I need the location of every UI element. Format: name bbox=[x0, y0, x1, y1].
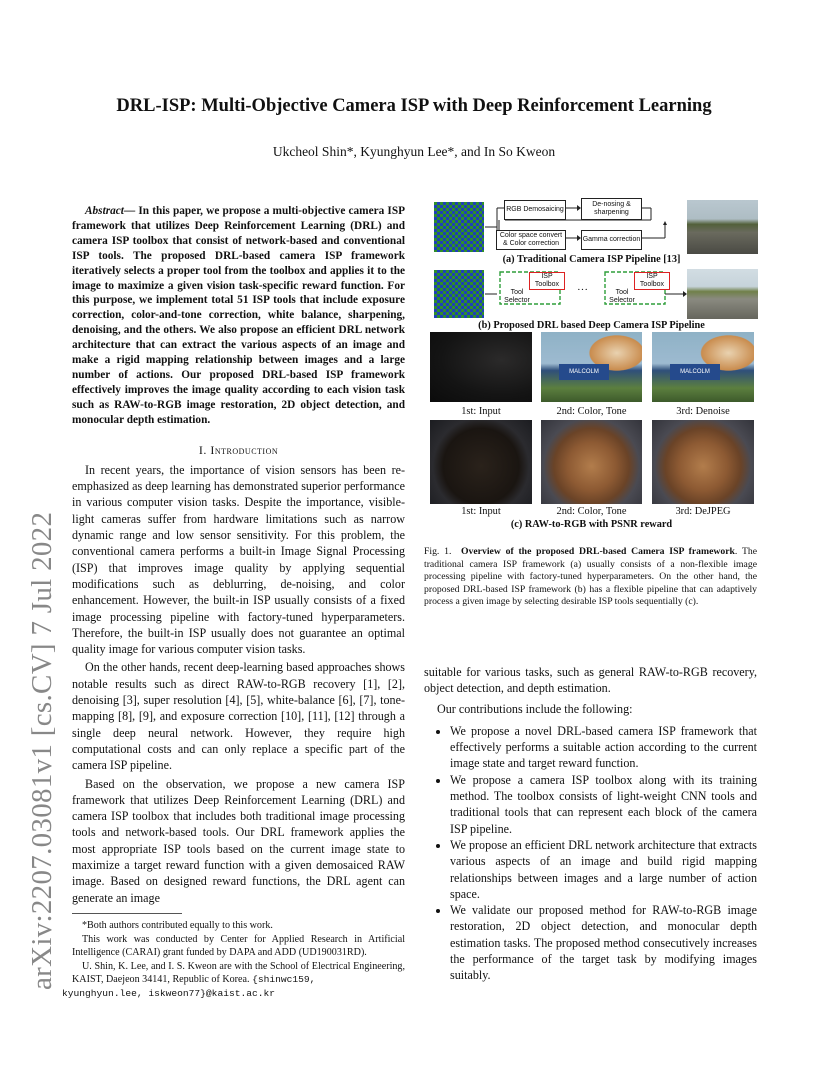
color-space-box: Color space convert & Color correction bbox=[496, 230, 566, 250]
output-image-b bbox=[687, 269, 758, 319]
right-column bbox=[424, 664, 757, 984]
section-heading-introduction bbox=[72, 442, 405, 458]
figure-1 bbox=[425, 192, 758, 532]
footnote-email-1: {shinwc159, bbox=[252, 974, 316, 986]
row2-dejpeg-image bbox=[652, 420, 754, 504]
footnote-rule bbox=[72, 913, 182, 914]
intro-paragraph-2: On the other hands, recent deep-learning based approaches shows notable results such as direct RAW-to-RGB recovery [1], [2], denoising [3], super resolution [4], [5], white-balance [6], [7], tone-mapping [8], [9], and exposure correction [10], [11], [12] through a single deep neural network. However, they require high computational costs and can only replace a specific part of the camera ISP pipeline. bbox=[72, 660, 405, 773]
contribution-item: • We propose an efficient DRL network architecture that extracts various aspects of an image and build rigid mapping relationships between images and a large number of action space. bbox=[450, 837, 757, 902]
isp-toolbox-box-1: ISP Toolbox bbox=[529, 272, 565, 290]
footnote-affiliation: U. Shin, K. Lee, and I. S. Kweon are with the School of Electrical Engineering, KAIST, Daejeon 34141, Republic of Korea. {shinwc159, kyunghyun.lee, iskweon77}@kaist.ac.kr bbox=[62, 960, 405, 999]
footnote-funding: This work was conducted by Center for Applied Research in Artificial Intelligence (CARAI) grant funded by DAPA and ADD (UD190031RD). bbox=[72, 933, 405, 959]
footnote-email-2: kyunghyun.lee, iskweon77}@kaist.ac.kr bbox=[62, 987, 276, 999]
contribution-item: • We validate our proposed method for RAW-to-RGB image restoration, 2D object detection, and monocular depth estimation tasks. The proposed method consecutively increases the performance of the target task by modifying images suitably. bbox=[450, 902, 757, 983]
caption-text: . The traditional camera ISP framework (a) usually consists of a non-flexible image processing pipeline with factory-tuned hyperparameters. On the other hand, the proposed DRL-based ISP framework (b) has a flexible pipeline that can adaptively process a given image by selecting desirable ISP tools sequentially (c). bbox=[424, 546, 758, 608]
rgb-demosaicing-box: RGB Demosaicing bbox=[504, 200, 566, 220]
intro-paragraph-3: Based on the observation, we propose a new camera ISP framework that utilizes Deep Reinforcement Learning (DRL) and camera ISP toolbox that includes both traditional image processing tools and network-based tools. Our DRL framework applies the most appropriate ISP tools based on the current image state to maximize a target reward function with a given demosaiced RAW image. Based on designed reward functions, the DRL agent can generate an image bbox=[72, 776, 405, 905]
row1-label-input: 1st: Input bbox=[461, 406, 501, 417]
section-number: I. bbox=[198, 442, 211, 457]
subcaption-a: (a) Traditional Camera ISP Pipeline [13] bbox=[502, 254, 681, 265]
row1-label-color-tone: 2nd: Color, Tone bbox=[556, 406, 627, 417]
footnotes bbox=[62, 919, 405, 1001]
pipeline-ellipsis: ··· bbox=[577, 284, 588, 296]
contribution-item: • We propose a novel DRL-based camera ISP framework that effectively performs a suitable action according to the current image state and target reward function. bbox=[450, 723, 757, 772]
footnote-equal-contribution: *Both authors contributed equally to this work. bbox=[82, 920, 273, 931]
subcaption-b: (b) Proposed DRL based Deep Camera ISP Pipeline bbox=[478, 320, 705, 331]
paper-title: DRL-ISP: Multi-Objective Camera ISP with Deep Reinforcement Learning bbox=[116, 96, 712, 116]
paper-authors: Ukcheol Shin*, Kyunghyun Lee*, and In So Kweon bbox=[272, 144, 556, 159]
row2-color-tone-image bbox=[541, 420, 642, 504]
contributions-list bbox=[424, 723, 757, 984]
subcaption-c: (c) RAW-to-RGB with PSNR reward bbox=[510, 519, 673, 530]
row2-label-input: 1st: Input bbox=[461, 506, 501, 517]
figure-1-caption bbox=[424, 546, 757, 609]
abstract-text: — In this paper, we propose a multi-objective camera ISP framework that utilizes Deep Reinforcement Learning (DRL) and camera ISP toolbox that consist of network-based and conventional ISP tools. The proposed DRL-based camera ISP framework iteratively selects a proper tool from the toolbox and applies it to the image to maximize a given vision task-specific reward function. For this purpose, we implement total 51 ISP tools that include exposure correction, color-and-tone correction, white balance, sharpening, denoising, and the others. We also propose an efficient DRL network architecture that can extract the various aspects of an image and make a rigid mapping relationship between images and a large number of actions. Our proposed DRL-based ISP framework effectively improves the image quality according to each vision task such as RAW-to-RGB image restoration, 2D object detection, and monocular depth estimation. bbox=[72, 205, 405, 426]
left-column bbox=[72, 204, 405, 906]
section-title: Introduction bbox=[210, 442, 279, 457]
right-paragraph-continuation: suitable for various tasks, such as general RAW-to-RGB recovery, object detection, and depth estimation. bbox=[424, 665, 757, 696]
abstract bbox=[72, 204, 405, 428]
arxiv-identifier: arXiv:2207.03081v1 [cs.CV] 7 Jul 2022 bbox=[26, 511, 58, 990]
row1-label-denoise: 3rd: Denoise bbox=[676, 406, 730, 417]
isp-toolbox-box-2: ISP Toolbox bbox=[634, 272, 670, 290]
tool-selector-box-1: Tool Selector bbox=[504, 289, 530, 304]
abstract-label: Abstract bbox=[85, 205, 124, 217]
intro-paragraph-1: In recent years, the importance of vision sensors has been re-emphasized as deep learning has demonstrated superior performance in various computer vision tasks. Despite the importance, visible-light cameras suffer from hardware limitations such as narrow dynamic range and low sensor sensitivity. For this problem, the conventional camera performs a built-in Image Signal Processing (ISP) that improves image quality by applying sequential modifications such as deblurring, de-noising, and color enhancement. However, the built-in ISP usually consists of a fixed image processing pipeline with factory-tuned hyperparameters. Therefore, the built-in ISP usually does not guarantee an optimal quality image for various computer vision tasks. bbox=[72, 462, 405, 657]
tool-selector-box-2: Tool Selector bbox=[609, 289, 635, 304]
row2-input-image bbox=[430, 420, 532, 504]
row1-denoise-image bbox=[652, 332, 754, 402]
caption-label: Fig. 1. bbox=[424, 546, 452, 557]
gamma-correction-box: Gamma correction bbox=[581, 230, 642, 250]
row2-label-color-tone: 2nd: Color, Tone bbox=[556, 506, 627, 517]
row2-label-dejpeg: 3rd: DeJPEG bbox=[675, 506, 731, 517]
contributions-intro: Our contributions include the following: bbox=[437, 701, 633, 716]
truck-shape: MALCOLM bbox=[559, 364, 609, 380]
truck-shape: MALCOLM bbox=[670, 364, 720, 380]
contribution-item: • We propose a camera ISP toolbox along with its training method. The toolbox consists of light-weight CNN tools and traditional tools that can represent each block of the camera ISP pipeline. bbox=[450, 772, 757, 837]
caption-title: Overview of the proposed DRL-based Camera ISP framework bbox=[461, 546, 735, 557]
row1-color-tone-image bbox=[541, 332, 642, 402]
denoising-sharpening-box: De-nosing & sharpening bbox=[581, 198, 642, 220]
row1-input-image bbox=[430, 332, 532, 402]
